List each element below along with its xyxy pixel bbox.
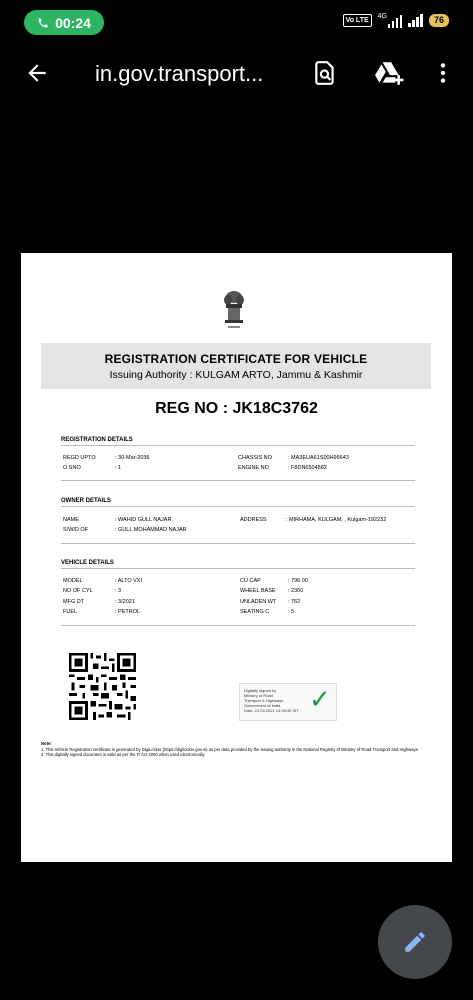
registration-details-title: REGISTRATION DETAILS: [61, 437, 133, 443]
o-sno-label: O SNO: [63, 465, 81, 471]
wheelbase-label: WHEEL BASE: [240, 588, 276, 594]
fuel-label: FUEL: [63, 609, 78, 615]
battery-icon: 76: [429, 14, 449, 27]
cyl-value: : 3: [115, 588, 122, 594]
model-label: MODEL: [63, 578, 83, 584]
name-label: NAME: [63, 517, 79, 523]
verified-check-icon: ✓: [309, 684, 331, 714]
volte-icon: Vo LTE: [343, 14, 372, 27]
edit-icon: [402, 929, 428, 955]
signature-line: Government of India: [244, 703, 281, 708]
signature-line: Date: 24.04.2021 14:35:45 IST: [244, 708, 299, 713]
divider: [61, 506, 415, 507]
qr-code: [69, 653, 136, 720]
divider: [61, 480, 415, 481]
mfg-value: : 3/2021: [115, 599, 135, 605]
document-note: [41, 741, 433, 758]
issuing-authority: Issuing Authority : KULGAM ARTO, Jammu & Kashmir: [109, 369, 363, 381]
engine-label: ENGINE NO: [238, 465, 269, 471]
drive-add-icon[interactable]: [374, 60, 404, 86]
digital-signature-box: [239, 683, 337, 721]
model-value: : ALTO VXI: [115, 578, 143, 584]
divider: [61, 445, 415, 446]
unladen-value: : 762: [288, 599, 301, 605]
divider: [61, 568, 415, 569]
swdof-label: S/W/D OF: [63, 527, 89, 533]
signature-line: Transport & Highways: [244, 698, 284, 703]
registration-number: REG NO : JK18C3762: [155, 400, 318, 417]
signal-icon-2: [408, 14, 423, 27]
edit-button[interactable]: [378, 905, 452, 979]
page-title: in.gov.transport...: [95, 61, 264, 86]
seating-label: SEATING C: [240, 609, 270, 615]
national-emblem-icon: [221, 289, 247, 331]
note-line-1: 1. This Vehicle Registration certificate is generated by DigiLocker (https://digilocker.gov.in) as per data provided by the issuing authority in the National Registry of Ministry of Road Transport and Highways.: [41, 746, 419, 752]
regd-upto-label: REGD UPTO: [63, 455, 96, 461]
mfg-label: MFG DT: [63, 599, 85, 605]
swdof-value: : GULL MOHAMMAD NAJAR: [115, 527, 187, 533]
engine-value: : F8DN6504882: [288, 465, 327, 471]
divider: [61, 625, 415, 626]
name-value: : WAHID GULL NAJAR: [115, 517, 172, 523]
cyl-label: NO OF CYL: [63, 588, 93, 594]
phone-icon: [37, 17, 49, 29]
note-line-2: 2. This digitally signed document is valid as per the IT Act 2000 when used electronically.: [41, 752, 206, 757]
chassis-value: : MA3EUA61S00H96643: [288, 455, 349, 461]
owner-details-title: OWNER DETAILS: [61, 498, 111, 504]
cc-value: : 796.00: [288, 578, 308, 584]
call-time: 00:24: [55, 14, 91, 31]
o-sno-value: : 1: [115, 465, 122, 471]
regd-upto-value: : 30-Mar-2036: [115, 455, 150, 461]
divider: [61, 543, 415, 544]
wheelbase-value: : 2360: [288, 588, 304, 594]
signature-line: Digitally signed by: [244, 688, 277, 693]
find-in-page-icon[interactable]: [312, 60, 338, 86]
status-bar: [0, 0, 473, 44]
back-arrow-icon[interactable]: [24, 60, 50, 86]
certificate-title: REGISTRATION CERTIFICATE FOR VEHICLE: [104, 352, 368, 366]
seating-value: : 5: [288, 609, 295, 615]
signature-line: Ministry of Road: [244, 693, 273, 698]
address-label: ADDRESS: [240, 517, 267, 523]
certificate-header: [41, 343, 431, 389]
pdf-page[interactable]: [21, 253, 452, 862]
note-title: Note:: [41, 741, 52, 746]
cc-label: CU CAP: [240, 578, 261, 584]
app-bar: [0, 50, 473, 96]
more-vert-icon[interactable]: [430, 60, 456, 86]
unladen-label: UNLADEN WT: [240, 599, 277, 605]
vehicle-details-title: VEHICLE DETAILS: [61, 560, 114, 566]
ongoing-call-pill[interactable]: [24, 10, 104, 35]
network-type: 4G: [377, 13, 387, 20]
chassis-label: CHASSIS NO: [238, 455, 272, 461]
fuel-value: : PETROL: [115, 609, 141, 615]
signal-icon: [388, 15, 403, 28]
address-value: : MIRHAMA, KULGAM, , Kulgam-192232: [286, 517, 387, 523]
